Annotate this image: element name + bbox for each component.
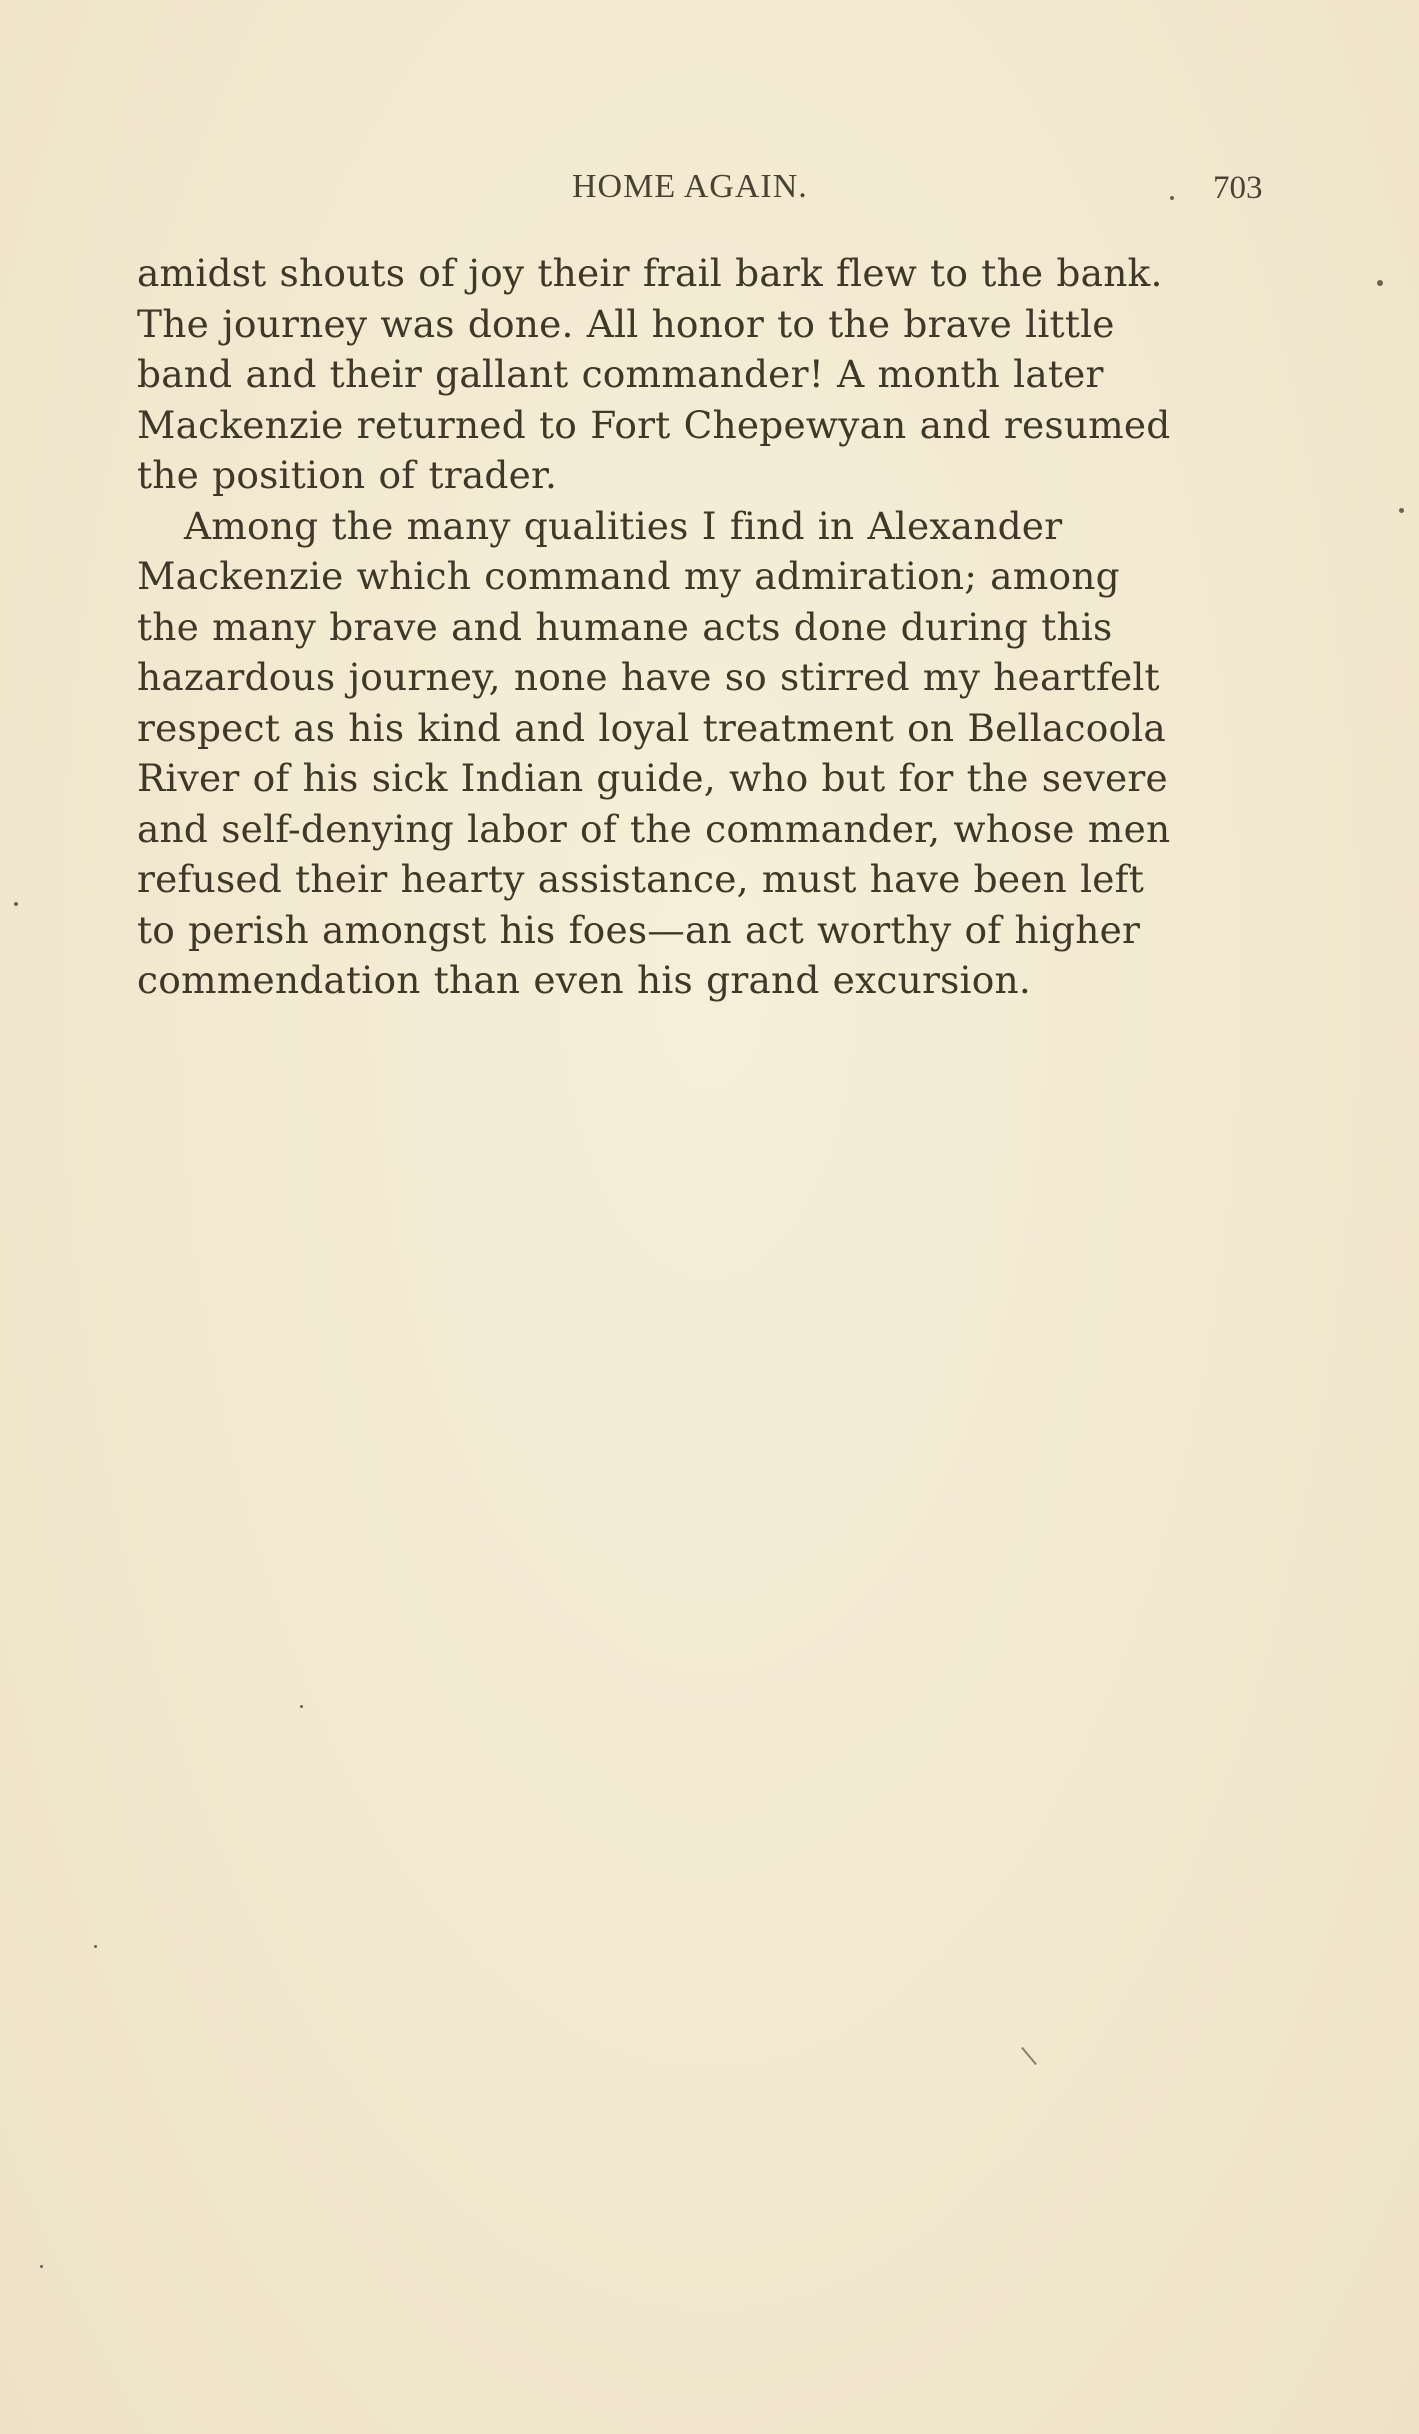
paper-speck bbox=[1377, 280, 1383, 286]
text-line: to perish amongst his foes—an act worthy of higher bbox=[137, 907, 1141, 952]
paper-mark bbox=[1021, 2047, 1037, 2065]
paper-speck bbox=[1170, 196, 1174, 200]
text-line: the position of trader. bbox=[137, 453, 558, 497]
text-line: Among the many qualities I find in Alexander bbox=[184, 503, 1063, 548]
paper-speck bbox=[14, 902, 18, 906]
text-line: River of his sick Indian guide, who but for the severe bbox=[137, 756, 1168, 800]
paper-speck bbox=[300, 1705, 303, 1708]
paper-speck bbox=[1399, 508, 1404, 513]
text-line: amidst shouts of joy their frail bark flew to the bank. bbox=[137, 251, 1163, 295]
text-line: respect as his kind and loyal treatment on Bellacoola bbox=[137, 705, 1166, 750]
running-title: HOME AGAIN. bbox=[572, 168, 808, 205]
text-line: the many brave and humane acts done during this bbox=[137, 604, 1113, 649]
page-number: 703 bbox=[1213, 170, 1263, 206]
body-text bbox=[137, 248, 1267, 1006]
paragraph-2 bbox=[137, 501, 1267, 1006]
text-line: Mackenzie returned to Fort Chepewyan and resumed bbox=[137, 402, 1171, 447]
text-line: refused their hearty assistance, must have been left bbox=[137, 857, 1145, 901]
running-head bbox=[0, 168, 1419, 212]
text-line: Mackenzie which command my admiration; among bbox=[137, 554, 1120, 598]
text-line: and self-denying labor of the commander, whose men bbox=[137, 806, 1171, 851]
paper-speck bbox=[40, 2265, 43, 2268]
text-line: commendation than even his grand excursion. bbox=[137, 958, 1031, 1002]
text-line: band and their gallant commander! A month later bbox=[137, 352, 1104, 396]
text-line: hazardous journey, none have so stirred my heartfelt bbox=[137, 655, 1160, 699]
paragraph-1 bbox=[137, 248, 1267, 501]
paper-speck bbox=[94, 1945, 97, 1948]
text-line: The journey was done. All honor to the brave little bbox=[137, 301, 1115, 346]
